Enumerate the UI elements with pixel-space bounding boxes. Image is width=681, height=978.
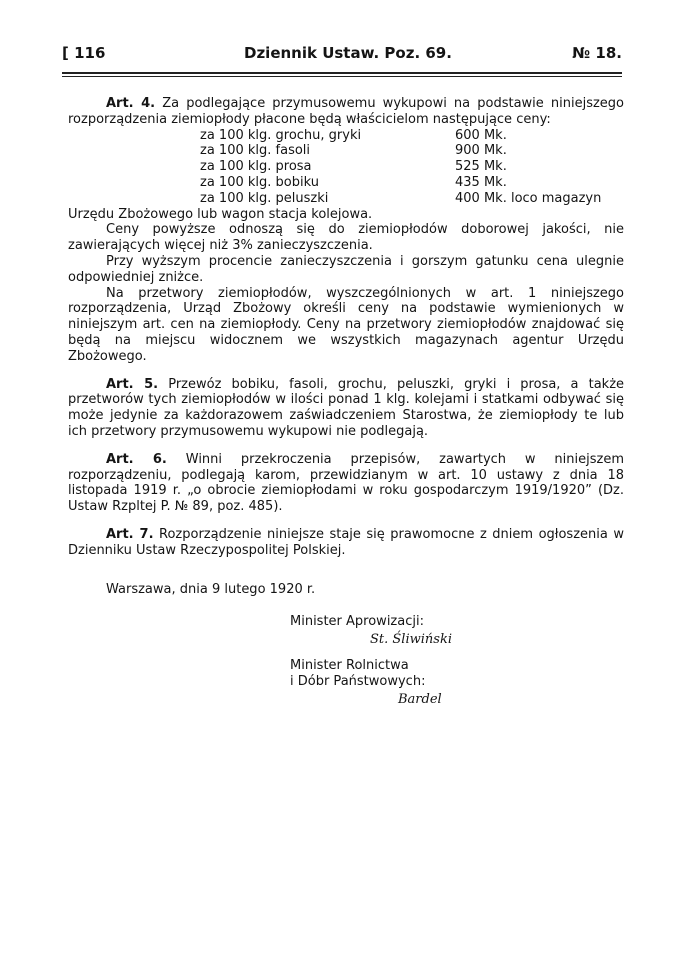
art4-paragraph-discount: Przy wyższym procencie zanieczyszczenia i gorszym gatunku cena ulegnie odpowiedniej zniżce. [68,253,624,285]
signature-name-2: Bardel [398,692,442,707]
minister-title-1: Minister Aprowizacji: [290,614,424,629]
page-header [62,44,622,68]
price-list [68,128,624,207]
price-row: za 100 klg. fasoli 900 Mk. [200,143,507,159]
art4-paragraph-products: Na przetwory ziemiopłodów, wyszczególnionych w art. 1 niniejszego rozporządzenia, Urząd Zbożowy określi ceny na podstawie wymienionych w niniejszym art. cen na ziemiopłody. Ceny na przetwory ziemiopłodów znajdować się będą na miejscu widocznem we wszystkich magazynach agentur Urzędu Zbożowego. [68,285,624,364]
art4-paragraph-quality: Ceny powyższe odnoszą się do ziemiopłodów doborowej jakości, nie zawierających więcej niż 3% zanieczyszczenia. [68,222,624,254]
price-row: za 100 klg. peluszki 400 Mk. loco magazyn [200,190,602,206]
art5-label: Art. 5. [106,376,159,392]
price-row: za 100 klg. bobiku 435 Mk. [200,174,507,190]
minister-title-2a: Minister Rolnictwa [290,658,409,673]
art4-continuation: Urzędu Zbożowego lub wagon stacja kolejowa. [68,206,373,222]
page-number: [ 116 [62,44,106,62]
art4-intro: Art. 4. Za podlegające przymusowemu wykupowi na podstawie niniejszego rozporządzenia ziemiopłody płacone będą właścicielom następujące ceny: [68,96,624,127]
issue-number: № 18. [572,44,622,62]
signature-name-1: St. Śliwiński [370,632,452,647]
date-line: Warszawa, dnia 9 lutego 1920 r. [106,582,316,597]
art6-paragraph: Art. 6. Winni przekroczenia przepisów, zawartych w niniejszem rozporządzeniu, podlegają karom, przewidzianym w art. 10 ustawy z dnia 18 listopada 1919 r. „o obrocie ziemiopłodami w roku gospodarczym 1919/1920” (Dz. Ustaw Rzpltej P. № 89, poz. 485). [68,451,624,515]
price-row: za 100 klg. grochu, gryki 600 Mk. [200,127,507,143]
art4-label: Art. 4. [106,96,156,111]
minister-title-2b: i Dóbr Państwowych: [290,674,426,689]
price-row: za 100 klg. prosa 525 Mk. [200,159,507,175]
art5-paragraph: Art. 5. Przewóz bobiku, fasoli, grochu, peluszki, gryki i prosa, a także przetworów tych ziemiopłodów w ilości ponad 1 klg. kolejami i statkami odbywać się może jedynie za każdorazowem zaświadczeniem Starostwa, że ziemiopłody te lub ich przetwory przymusowemu wykupowi nie podlegają. [68,376,625,439]
art7-paragraph: Art. 7. Rozporządzenie niniejsze staje się prawomocne z dniem ogłoszenia w Dzienniku Ustaw Rzeczypospolitej Polskiej. [68,526,624,558]
header-rule-thick [62,72,622,74]
document-body [68,96,624,559]
journal-title: Dziennik Ustaw. Poz. 69. [244,44,452,62]
header-rule-thin [62,76,622,77]
signature-block [290,614,590,734]
art7-label: Art. 7. [106,526,154,542]
art6-label: Art. 6. [106,451,167,467]
